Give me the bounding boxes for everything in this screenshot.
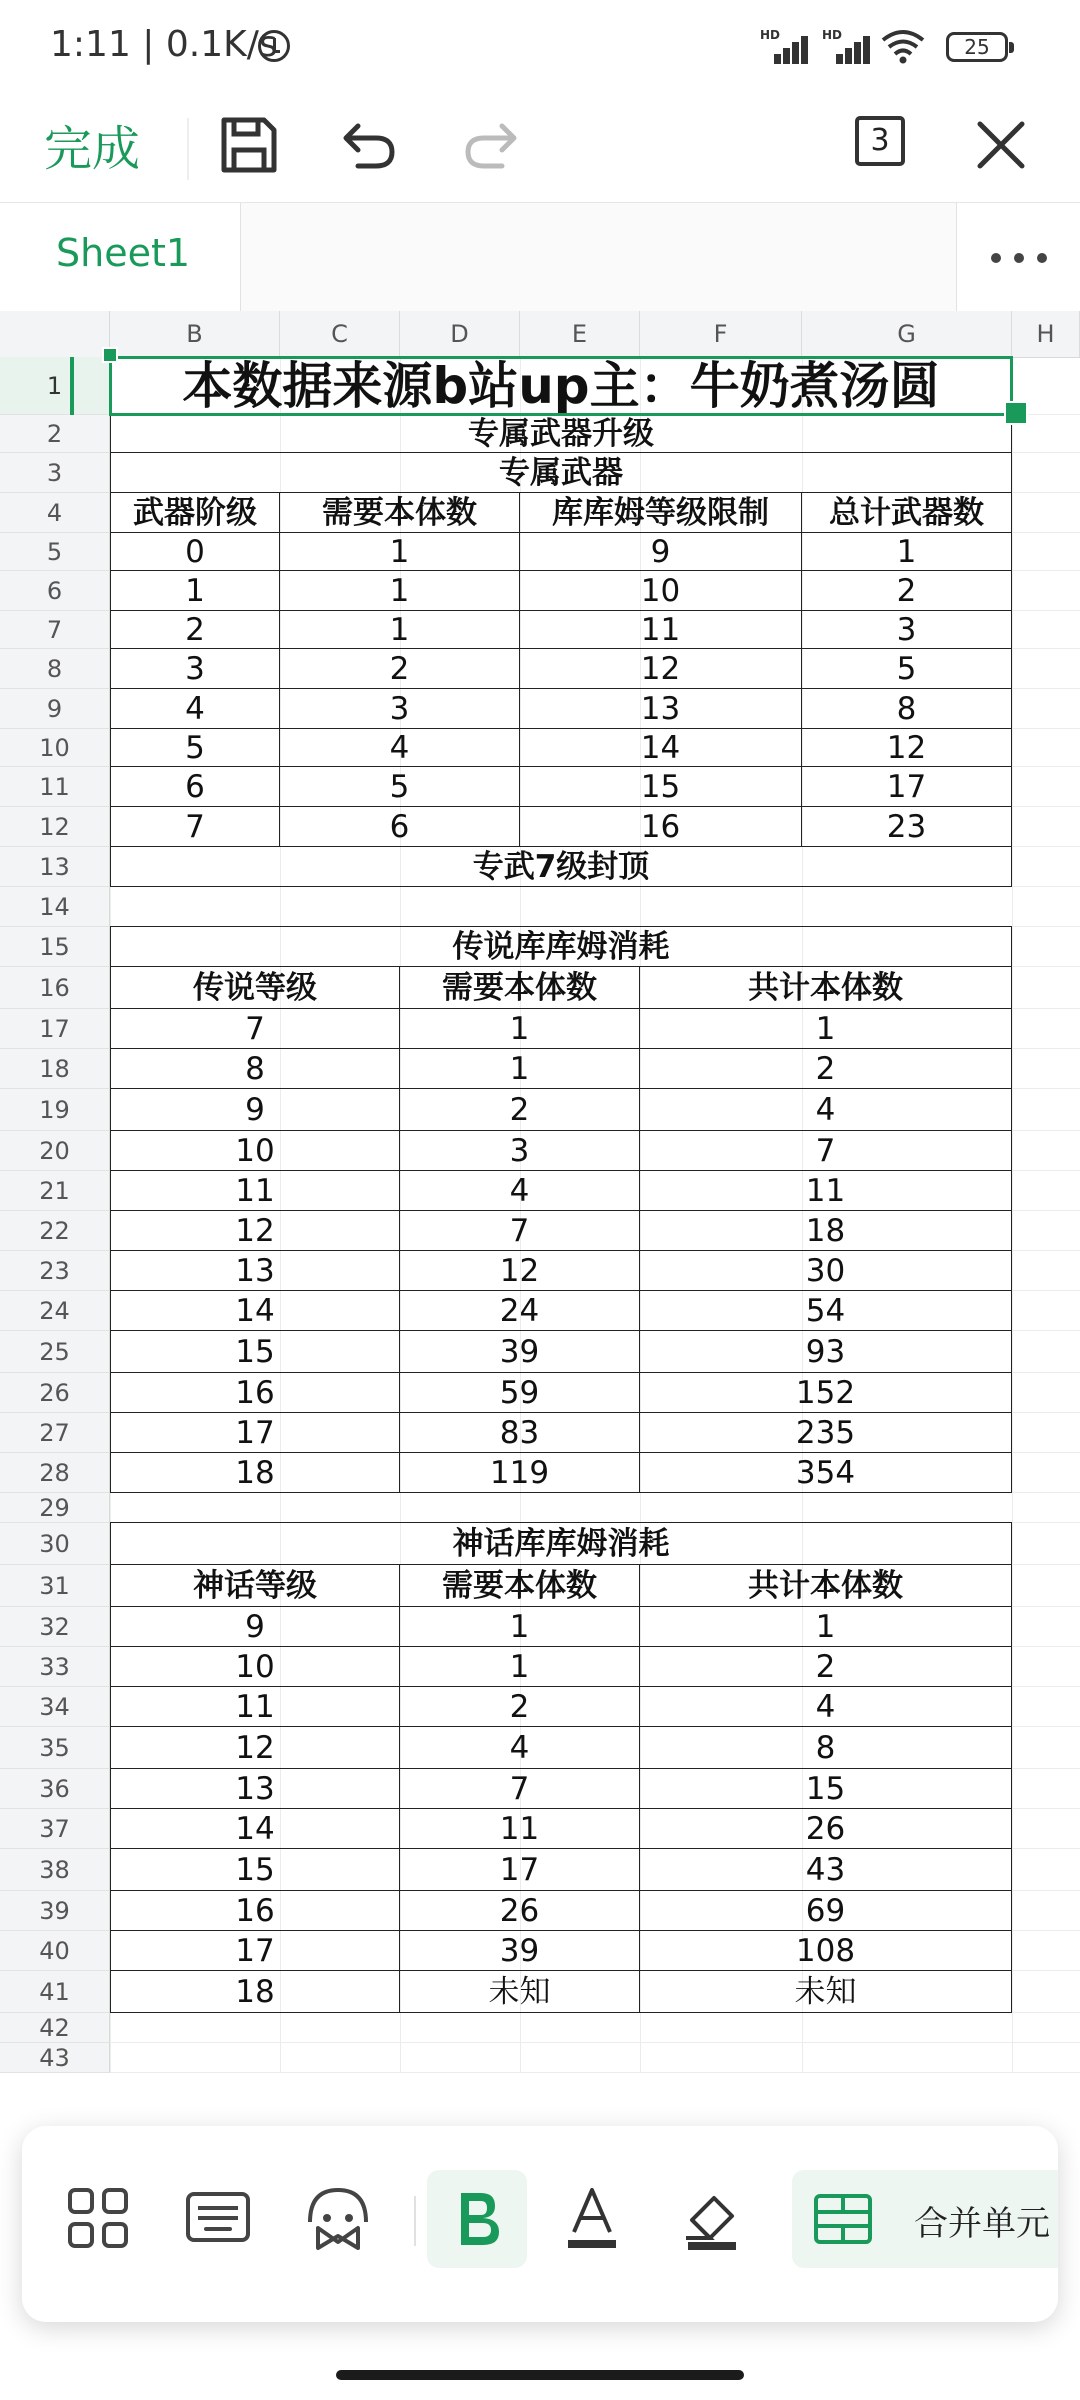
- weapon-table-cell[interactable]: 3: [280, 689, 520, 729]
- row-header-33[interactable]: 33: [0, 1647, 110, 1687]
- legend-table-cell[interactable]: 2: [400, 1089, 640, 1131]
- weapon-table-cell[interactable]: 1: [280, 533, 520, 571]
- weapon-column-header[interactable]: 需要本体数: [280, 493, 520, 533]
- legend-table-cell[interactable]: 4: [640, 1089, 1012, 1131]
- myth-table-heading[interactable]: 神话库库姆消耗: [110, 1523, 1012, 1565]
- column-header-bar: [0, 311, 1080, 358]
- legend-table-cell[interactable]: 16: [110, 1373, 400, 1413]
- row-header-2[interactable]: 2: [0, 415, 110, 453]
- myth-table-cell[interactable]: 4: [640, 1687, 1012, 1727]
- row-header-16[interactable]: 16: [0, 967, 110, 1009]
- legend-table-cell[interactable]: 17: [110, 1413, 400, 1453]
- column-header-d[interactable]: D: [400, 311, 520, 357]
- row-header-35[interactable]: 35: [0, 1727, 110, 1769]
- weapon-table-cell[interactable]: 4: [280, 729, 520, 767]
- weapon-table-cell[interactable]: 15: [520, 767, 802, 807]
- weapon-table-cell[interactable]: 23: [802, 807, 1012, 847]
- legend-table-cell[interactable]: 7: [640, 1131, 1012, 1171]
- weapon-column-header[interactable]: 库库姆等级限制: [520, 493, 802, 533]
- legend-table-cell[interactable]: 1: [400, 1049, 640, 1089]
- myth-table-cell[interactable]: 108: [640, 1931, 1012, 1971]
- row-header-34[interactable]: 34: [0, 1687, 110, 1727]
- row-header-13[interactable]: 13: [0, 847, 110, 887]
- close-icon[interactable]: [966, 110, 1036, 180]
- myth-table-cell[interactable]: 8: [640, 1727, 1012, 1769]
- legend-table-cell[interactable]: 18: [640, 1211, 1012, 1251]
- column-header-h[interactable]: H: [1012, 311, 1080, 357]
- row-header-1[interactable]: 1: [0, 357, 110, 415]
- legend-table-cell[interactable]: 54: [640, 1291, 1012, 1331]
- status-bar: [0, 0, 1080, 96]
- legend-table-cell[interactable]: 119: [400, 1453, 640, 1493]
- row-header-3[interactable]: 3: [0, 453, 110, 493]
- myth-table-cell[interactable]: 16: [110, 1891, 400, 1931]
- legend-table-cell[interactable]: 1: [640, 1009, 1012, 1049]
- myth-table-cell[interactable]: 2: [400, 1687, 640, 1727]
- merge-cells-icon: [808, 2184, 878, 2254]
- column-header-b[interactable]: B: [110, 311, 280, 357]
- alarm-icon: [258, 30, 290, 62]
- weapon-table-cell[interactable]: 12: [520, 649, 802, 689]
- myth-table-cell[interactable]: 4: [400, 1727, 640, 1769]
- row-header-28[interactable]: 28: [0, 1453, 110, 1493]
- voice-assistant-icon[interactable]: [298, 2178, 378, 2258]
- keyboard-icon[interactable]: [178, 2178, 258, 2258]
- legend-table-cell[interactable]: 3: [400, 1131, 640, 1171]
- grid-line: [1012, 357, 1013, 2073]
- legend-column-header[interactable]: 共计本体数: [640, 967, 1012, 1009]
- bold-button[interactable]: [427, 2170, 527, 2268]
- row-header-38[interactable]: 38: [0, 1849, 110, 1891]
- spreadsheet-grid[interactable]: [0, 311, 1080, 2121]
- row-header-18[interactable]: 18: [0, 1049, 110, 1089]
- weapon-table-cell[interactable]: 1: [280, 571, 520, 611]
- row-header-20[interactable]: 20: [0, 1131, 110, 1171]
- weapon-table-cell[interactable]: 2: [110, 611, 280, 649]
- weapon-table-cell[interactable]: 14: [520, 729, 802, 767]
- row-header-4[interactable]: 4: [0, 493, 110, 533]
- row-header-5[interactable]: 5: [0, 533, 110, 571]
- weapon-table-cell[interactable]: 2: [280, 649, 520, 689]
- weapon-table-cell[interactable]: 13: [520, 689, 802, 729]
- weapon-table-cell[interactable]: 5: [802, 649, 1012, 689]
- weapon-table-subheading[interactable]: 专属武器: [110, 453, 1012, 493]
- legend-table-cell[interactable]: 39: [400, 1331, 640, 1373]
- myth-table-cell[interactable]: 69: [640, 1891, 1012, 1931]
- legend-column-header[interactable]: 传说等级: [110, 967, 400, 1009]
- legend-table-cell[interactable]: 93: [640, 1331, 1012, 1373]
- row-header-17[interactable]: 17: [0, 1009, 110, 1049]
- legend-table-cell[interactable]: 14: [110, 1291, 400, 1331]
- myth-column-header[interactable]: 共计本体数: [640, 1565, 1012, 1607]
- merge-cells-label: 合并单元: [914, 2204, 1050, 2244]
- row-header-43[interactable]: 43: [0, 2043, 110, 2073]
- weapon-table-cell[interactable]: 1: [110, 571, 280, 611]
- row-header-24[interactable]: 24: [0, 1291, 110, 1331]
- weapon-table-cell[interactable]: 8: [802, 689, 1012, 729]
- myth-table-cell[interactable]: 18: [110, 1971, 400, 2013]
- row-header-39[interactable]: 39: [0, 1891, 110, 1931]
- redo-icon[interactable]: [456, 110, 526, 180]
- legend-table-cell[interactable]: 4: [400, 1171, 640, 1211]
- row-header-9[interactable]: 9: [0, 689, 110, 729]
- row-header-42[interactable]: 42: [0, 2013, 110, 2043]
- myth-table-cell[interactable]: 1: [400, 1607, 640, 1647]
- legend-table-cell[interactable]: 10: [110, 1131, 400, 1171]
- weapon-table-cell[interactable]: 4: [110, 689, 280, 729]
- myth-table-cell[interactable]: 15: [640, 1769, 1012, 1809]
- legend-table-cell[interactable]: 11: [110, 1171, 400, 1211]
- row-header-32[interactable]: 32: [0, 1607, 110, 1647]
- tab-count-button[interactable]: 3: [855, 116, 905, 166]
- sheet-tab-bar: [0, 202, 1080, 312]
- myth-table-cell[interactable]: 13: [110, 1769, 400, 1809]
- myth-table-cell[interactable]: 11: [110, 1687, 400, 1727]
- toolbar-divider: [414, 2196, 416, 2246]
- tab-sheet1[interactable]: [0, 203, 241, 311]
- undo-icon[interactable]: [334, 110, 404, 180]
- row-header-27[interactable]: 27: [0, 1413, 110, 1453]
- row-header-31[interactable]: 31: [0, 1565, 110, 1607]
- row-header-22[interactable]: 22: [0, 1211, 110, 1251]
- row-header-30[interactable]: 30: [0, 1523, 110, 1565]
- legend-table-cell[interactable]: 7: [110, 1009, 400, 1049]
- apps-grid-icon[interactable]: [58, 2178, 138, 2258]
- bold-icon: [437, 2179, 517, 2259]
- legend-table-cell[interactable]: 30: [640, 1251, 1012, 1291]
- save-icon[interactable]: [214, 110, 284, 180]
- legend-table-cell[interactable]: 7: [400, 1211, 640, 1251]
- merge-cells-button[interactable]: [792, 2170, 1058, 2268]
- myth-column-header[interactable]: 神话等级: [110, 1565, 400, 1607]
- row-header-29[interactable]: 29: [0, 1493, 110, 1523]
- signal-icon: [822, 30, 874, 64]
- weapon-table-cell[interactable]: 10: [520, 571, 802, 611]
- row-header-19[interactable]: 19: [0, 1089, 110, 1131]
- myth-column-header[interactable]: 需要本体数: [400, 1565, 640, 1607]
- myth-table-cell[interactable]: 43: [640, 1849, 1012, 1891]
- legend-table-cell[interactable]: 24: [400, 1291, 640, 1331]
- bottom-format-toolbar: [22, 2126, 1058, 2322]
- myth-table-cell[interactable]: 26: [400, 1891, 640, 1931]
- weapon-table-cell[interactable]: 16: [520, 807, 802, 847]
- weapon-table-cell[interactable]: 3: [110, 649, 280, 689]
- signal-icon: [760, 30, 812, 64]
- myth-table-cell[interactable]: 2: [640, 1647, 1012, 1687]
- row-header-21[interactable]: 21: [0, 1171, 110, 1211]
- legend-table-cell[interactable]: 235: [640, 1413, 1012, 1453]
- weapon-table-cell[interactable]: 12: [802, 729, 1012, 767]
- legend-column-header[interactable]: 需要本体数: [400, 967, 640, 1009]
- legend-table-cell[interactable]: 59: [400, 1373, 640, 1413]
- row-header-10[interactable]: 10: [0, 729, 110, 767]
- battery-icon: 25: [946, 32, 1008, 62]
- myth-table-cell[interactable]: 39: [400, 1931, 640, 1971]
- row-header-8[interactable]: 8: [0, 649, 110, 689]
- myth-table-cell[interactable]: 26: [640, 1809, 1012, 1849]
- myth-table-cell[interactable]: 未知: [640, 1971, 1012, 2013]
- select-all-corner[interactable]: [0, 311, 110, 357]
- myth-table-cell[interactable]: 9: [110, 1607, 400, 1647]
- more-options-button[interactable]: [956, 203, 1080, 311]
- done-button[interactable]: 完成: [44, 121, 141, 177]
- row-header-26[interactable]: 26: [0, 1373, 110, 1413]
- row-header-7[interactable]: 7: [0, 611, 110, 649]
- myth-table-cell[interactable]: 17: [110, 1931, 400, 1971]
- selection-start-handle[interactable]: [102, 347, 118, 363]
- row-header-41[interactable]: 41: [0, 1971, 110, 2013]
- fill-color-icon[interactable]: [672, 2178, 752, 2258]
- row-header-23[interactable]: 23: [0, 1251, 110, 1291]
- myth-table-cell[interactable]: 7: [400, 1769, 640, 1809]
- weapon-table-cell[interactable]: 5: [280, 767, 520, 807]
- myth-table-cell[interactable]: 10: [110, 1647, 400, 1687]
- myth-table-cell[interactable]: 12: [110, 1727, 400, 1769]
- weapon-table-cell[interactable]: 0: [110, 533, 280, 571]
- weapon-table-cell[interactable]: 1: [280, 611, 520, 649]
- weapon-table-cell[interactable]: 1: [802, 533, 1012, 571]
- legend-table-cell[interactable]: 152: [640, 1373, 1012, 1413]
- grid-line: [110, 2042, 1080, 2043]
- myth-table-cell[interactable]: 14: [110, 1809, 400, 1849]
- weapon-cap-note[interactable]: 专武7级封顶: [110, 847, 1012, 887]
- grid-line: [110, 2072, 1080, 2073]
- myth-table-cell[interactable]: 11: [400, 1809, 640, 1849]
- top-toolbar: [0, 96, 1080, 202]
- legend-table-cell[interactable]: 1: [400, 1009, 640, 1049]
- weapon-table-cell[interactable]: 5: [110, 729, 280, 767]
- row-header-25[interactable]: 25: [0, 1331, 110, 1373]
- weapon-table-cell[interactable]: 9: [520, 533, 802, 571]
- legend-table-cell[interactable]: 354: [640, 1453, 1012, 1493]
- column-header-f[interactable]: F: [640, 311, 802, 357]
- legend-table-cell[interactable]: 12: [400, 1251, 640, 1291]
- legend-table-cell[interactable]: 11: [640, 1171, 1012, 1211]
- weapon-table-cell[interactable]: 17: [802, 767, 1012, 807]
- row-header-15[interactable]: 15: [0, 927, 110, 967]
- myth-table-cell[interactable]: 15: [110, 1849, 400, 1891]
- legend-table-cell[interactable]: 8: [110, 1049, 400, 1089]
- myth-table-cell[interactable]: 1: [400, 1647, 640, 1687]
- legend-table-cell[interactable]: 18: [110, 1453, 400, 1493]
- status-time: 1:11 | 0.1K/s: [50, 24, 278, 65]
- weapon-table-cell[interactable]: 11: [520, 611, 802, 649]
- row-header-37[interactable]: 37: [0, 1809, 110, 1849]
- home-indicator: [336, 2370, 744, 2380]
- font-color-icon[interactable]: [552, 2178, 632, 2258]
- weapon-table-cell[interactable]: 6: [280, 807, 520, 847]
- legend-table-cell[interactable]: 83: [400, 1413, 640, 1453]
- column-header-g[interactable]: G: [802, 311, 1012, 357]
- row-header-36[interactable]: 36: [0, 1769, 110, 1809]
- toolbar-divider: [187, 118, 189, 180]
- row-header-6[interactable]: 6: [0, 571, 110, 611]
- weapon-column-header[interactable]: 总计武器数: [802, 493, 1012, 533]
- row-header-11[interactable]: 11: [0, 767, 110, 807]
- column-header-e[interactable]: E: [520, 311, 640, 357]
- weapon-table-cell[interactable]: 7: [110, 807, 280, 847]
- weapon-table-cell[interactable]: 3: [802, 611, 1012, 649]
- legend-table-cell[interactable]: 15: [110, 1331, 400, 1373]
- sheet-title-cell[interactable]: 本数据来源b站up主：牛奶煮汤圆: [110, 357, 1012, 415]
- selection-end-handle[interactable]: [1004, 401, 1028, 425]
- wifi-icon: [880, 28, 926, 64]
- weapon-table-heading[interactable]: 专属武器升级: [110, 415, 1012, 453]
- legend-table-cell[interactable]: 13: [110, 1251, 400, 1291]
- row-header-12[interactable]: 12: [0, 807, 110, 847]
- sheet-tab-label: Sheet1: [56, 231, 191, 275]
- weapon-table-cell[interactable]: 6: [110, 767, 280, 807]
- legend-table-cell[interactable]: 9: [110, 1089, 400, 1131]
- myth-table-cell[interactable]: 1: [640, 1607, 1012, 1647]
- column-header-c[interactable]: C: [280, 311, 400, 357]
- myth-table-cell[interactable]: 17: [400, 1849, 640, 1891]
- legend-table-heading[interactable]: 传说库库姆消耗: [110, 927, 1012, 967]
- weapon-table-cell[interactable]: 2: [802, 571, 1012, 611]
- network-type-label: HD: [822, 28, 843, 42]
- weapon-column-header[interactable]: 武器阶级: [110, 493, 280, 533]
- legend-table-cell[interactable]: 12: [110, 1211, 400, 1251]
- legend-table-cell[interactable]: 2: [640, 1049, 1012, 1089]
- myth-table-cell[interactable]: 未知: [400, 1971, 640, 2013]
- row-header-40[interactable]: 40: [0, 1931, 110, 1971]
- network-type-label: HD: [760, 28, 781, 42]
- row-selection-indicator: [70, 357, 74, 415]
- row-header-14[interactable]: 14: [0, 887, 110, 927]
